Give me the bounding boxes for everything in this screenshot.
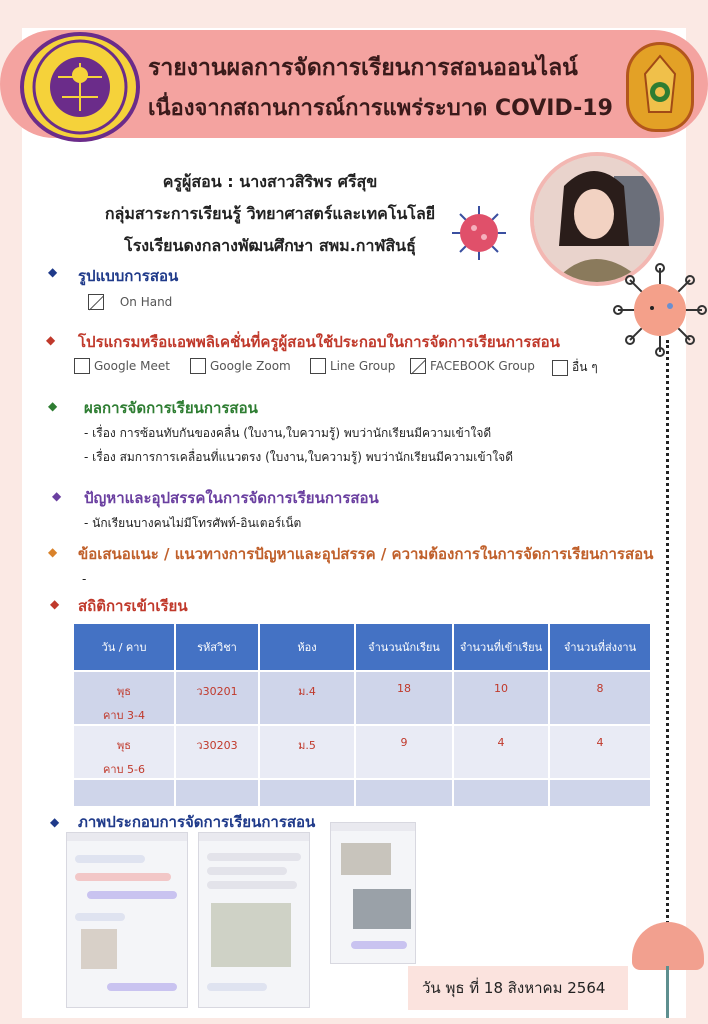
other-checkbox[interactable] [552,360,568,376]
column-header: ห้อง [259,623,355,671]
column-header: รหัสวิชา [175,623,259,671]
cell-submitted: 8 [549,671,651,725]
report-title: รายงานผลการจัดการเรียนการสอนออนไลน์ [148,55,578,81]
results-title: ผลการจัดการเรียนการสอน [84,399,258,417]
report-subtitle: เนื่องจากสถานการณ์การแพร่ระบาด COVID-19 [148,96,613,121]
format-title: รูปแบบการสอน [78,267,179,285]
diamond-bullet-icon: ◆ [50,597,60,611]
facebook-group-checkbox[interactable] [410,358,426,374]
option-facebook-group[interactable]: FACEBOOK Group [410,358,535,374]
diamond-bullet-icon: ◆ [52,489,62,503]
cell-room [259,779,355,807]
chat-screenshot[interactable] [198,832,310,1008]
chat-screenshot[interactable] [330,822,416,964]
table-row [73,725,651,779]
format-option-label: On Hand [119,294,173,309]
cell-room: ม.4 [259,671,355,725]
cell-students [355,779,453,807]
chat-screenshot[interactable] [66,832,188,1008]
table-row [73,779,651,807]
problem-item: - นักเรียนบางคนไม่มีโทรศัพท์-อินเตอร์เน็ต [84,516,302,530]
cell-students: 18 [355,671,453,725]
cell-code: ว30203 [175,725,259,779]
diamond-bullet-icon: ◆ [46,333,56,347]
option-other[interactable]: อื่น ๆ [552,358,598,377]
cell-attended: 4 [453,725,549,779]
virus-icon [448,202,510,264]
attendance-title: สถิติการเข้าเรียน [78,597,188,615]
cell-submitted [549,779,651,807]
cell-submitted: 4 [549,725,651,779]
column-header: วัน / คาบ [73,623,175,671]
cell-day: พุธ คาบ 5-6 [73,725,175,779]
teacher-department: กลุ่มสาระการเรียนรู้ วิทยาศาสตร์และเทคโนโลยี [104,204,436,223]
diamond-bullet-icon: ◆ [48,265,58,279]
option-google-zoom[interactable]: Google Zoom [190,358,291,374]
suggestion-item: - [82,572,87,586]
option-line-group[interactable]: Line Group [310,358,395,374]
cell-day [73,779,175,807]
attendance-table [72,622,652,808]
emblem-icon [626,42,694,132]
suggestions-title: ข้อเสนอแนะ / แนวทางการปัญหาและอุปสรรค / ความต้องการในการจัดการเรียนการสอน [78,545,654,563]
school-logo-icon [20,32,140,142]
diamond-bullet-icon: ◆ [50,815,60,829]
table-row [73,671,651,725]
teacher-school: โรงเรียนดงกลางพัฒนศึกษา สพม.กาฬสินธุ์ [124,236,416,255]
virus-icon [612,262,708,358]
programs-title: โปรแกรมหรือแอพพลิเคชั่นที่ครูผู้สอนใช้ประกอบในการจัดการเรียนการสอน [78,333,560,351]
google-zoom-checkbox[interactable] [190,358,206,374]
diamond-bullet-icon: ◆ [48,545,58,559]
cell-attended: 10 [453,671,549,725]
format-checkbox[interactable] [88,294,104,310]
cell-code: ว30201 [175,671,259,725]
result-item: - เรื่อง สมการการเคลื่อนที่แนวตรง (ใบงาน,ใบความรู้) พบว่านักเรียนมีความเข้าใจดี [84,450,514,464]
decorative-divider [666,340,669,930]
format-option[interactable] [88,294,172,310]
cell-code [175,779,259,807]
column-header: จำนวนนักเรียน [355,623,453,671]
photos-title: ภาพประกอบการจัดการเรียนการสอน [78,813,316,831]
table-header-row [73,623,651,671]
cell-students: 9 [355,725,453,779]
google-meet-checkbox[interactable] [74,358,90,374]
cell-attended [453,779,549,807]
column-header: จำนวนที่ส่งงาน [549,623,651,671]
problems-title: ปัญหาและอุปสรรคในการจัดการเรียนการสอน [84,489,379,507]
teacher-name: ครูผู้สอน : นางสาวสิริพร ศรีสุข [162,172,378,191]
flower-stem-icon [666,966,669,1018]
option-google-meet[interactable]: Google Meet [74,358,170,374]
diamond-bullet-icon: ◆ [48,399,58,413]
column-header: จำนวนที่เข้าเรียน [453,623,549,671]
cell-day: พุธ คาบ 3-4 [73,671,175,725]
cell-room: ม.5 [259,725,355,779]
line-group-checkbox[interactable] [310,358,326,374]
report-date: วัน พุธ ที่ 18 สิงหาคม 2564 [408,966,628,1010]
result-item: - เรื่อง การซ้อนทับกันของคลื่น (ใบงาน,ใบความรู้) พบว่านักเรียนมีความเข้าใจดี [84,426,492,440]
